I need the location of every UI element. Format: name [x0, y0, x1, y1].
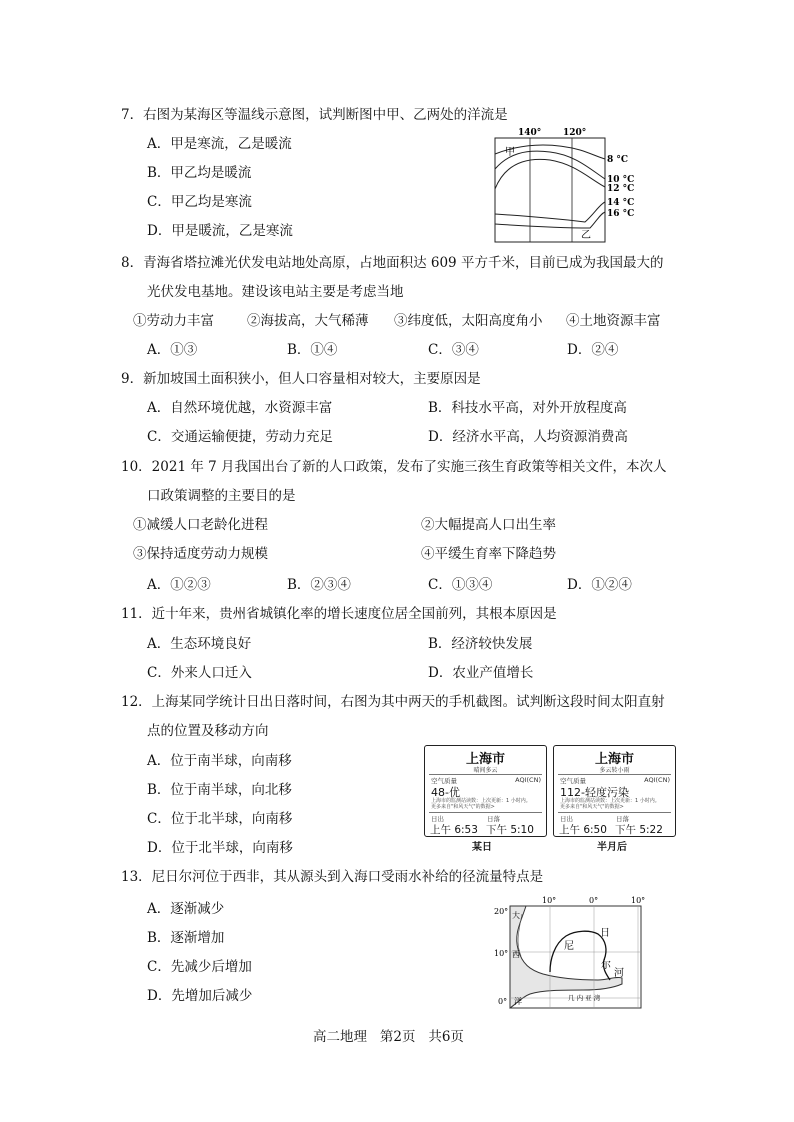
q8-option-b: B．①④ [287, 342, 338, 358]
lon-label-0: 0° [589, 896, 599, 905]
card-weather: 多云转小雨 [599, 767, 630, 774]
q12-option-b: B．位于南半球，向北移 [147, 782, 292, 798]
q10-stem-line1: 10．2021 年 7 月我国出台了新的人口政策，发布了实施三孩生育政策等相关文件，本次人 [121, 459, 667, 475]
river-char-3: 尔 [601, 960, 611, 971]
card-sunset: 下午 5:10 [486, 824, 534, 836]
temp-16: 16 °C [607, 209, 635, 219]
card-sunrise-label: 日出 [431, 815, 444, 823]
ocean-char-1: 大 [512, 911, 520, 920]
card-sunrise-label: 日出 [560, 815, 573, 823]
q7-stem: 7．右图为某海区等温线示意图，试判断图中甲、乙两处的洋流是 [121, 107, 508, 123]
q11-option-c: C．外来人口迁入 [147, 665, 252, 681]
q13-option-d: D．先增加后减少 [147, 988, 253, 1004]
lon-label-120: 120° [563, 128, 587, 138]
ocean-char-3: 洋 [514, 997, 522, 1006]
river-char-4: 河 [614, 968, 624, 979]
q10-option-a: A．①②③ [147, 577, 211, 593]
card-aqi-label: AQI(CN) [515, 776, 541, 784]
q10-stem-line2: 口政策调整的主要目的是 [147, 488, 296, 504]
card-city: 上海市 [465, 752, 505, 767]
q9-option-a: A．自然环境优越，水资源丰富 [147, 400, 333, 416]
q12-option-a: A．位于南半球，向南移 [147, 753, 292, 769]
q8-option-c: C．③④ [428, 342, 479, 358]
q10-option-c: C．①③④ [428, 577, 493, 593]
q7-option-d: D．甲是暖流，乙是寒流 [147, 223, 293, 239]
card-aq-label: 空气质量 [431, 777, 457, 785]
q12-stem-line2: 点的位置及移动方向 [147, 723, 269, 739]
river-char-1: 尼 [564, 941, 574, 952]
card-note1: 上海市的监测站读数：上次更新：1 小时内。 [560, 798, 660, 804]
q8-stem-line2: 光伏发电基地。建设该电站主要是考虑当地 [147, 284, 404, 300]
q8-statement-4: ④土地资源丰富 [566, 313, 661, 329]
q9-option-b: B．科技水平高，对外开放程度高 [428, 400, 627, 416]
card-aq-value: 48-优 [431, 786, 460, 799]
weather-card-day2 [553, 745, 676, 837]
lon-label-140: 140° [518, 128, 542, 138]
card-sunset-label: 日落 [487, 815, 500, 823]
point-jia: 甲 [505, 147, 515, 158]
q12-stem-line1: 12．上海某同学统计日出日落时间，右图为其中两天的手机截图。试判断这段时间太阳直射 [121, 694, 665, 710]
card-aq-value: 112-轻度污染 [560, 786, 629, 799]
q9-option-d: D．经济水平高，人均资源消费高 [428, 429, 628, 445]
card-note2: 更多来自"和风天气"的数据> [431, 804, 495, 810]
card-note2: 更多来自"和风天气"的数据> [560, 804, 624, 810]
q11-option-a: A．生态环境良好 [147, 636, 252, 652]
q12-option-c: C．位于北半球，向南移 [147, 811, 293, 827]
lat-label-10: 10° [494, 949, 509, 958]
q10-statement-4: ④平缓生育率下降趋势 [421, 546, 556, 562]
gulf-label: 几 内 亚 湾 [568, 994, 601, 1002]
q11-stem: 11．近十年来，贵州省城镇化率的增长速度位居全国前列，其根本原因是 [121, 606, 557, 622]
ocean-char-2: 西 [512, 950, 520, 959]
temp-14: 14 °C [607, 198, 635, 208]
q10-option-d: D．①②④ [567, 577, 632, 593]
q11-option-d: D．农业产值增长 [428, 665, 534, 681]
card-sunrise: 上午 6:50 [559, 824, 607, 836]
q8-option-a: A．①③ [147, 342, 198, 358]
q8-option-d: D．②④ [567, 342, 619, 358]
niger-river-map [488, 894, 648, 1012]
q13-stem: 13．尼日尔河位于西非，其从源头到入海口受雨水补给的径流量特点是 [121, 869, 544, 885]
q8-statement-2: ②海拔高，大气稀薄 [247, 313, 369, 329]
temp-10: 10 °C [607, 175, 635, 185]
card-sunset-label: 日落 [616, 815, 629, 823]
lat-label-0: 0° [498, 997, 508, 1006]
q8-statement-3: ③纬度低，太阳高度角小 [394, 313, 543, 329]
card-aqi-label: AQI(CN) [644, 776, 670, 784]
q7-option-b: B．甲乙均是暖流 [147, 165, 252, 181]
q11-option-b: B．经济较快发展 [428, 636, 533, 652]
q10-statement-1: ①减缓人口老龄化进程 [133, 517, 268, 533]
q9-option-c: C．交通运输便捷，劳动力充足 [147, 429, 333, 445]
q13-option-b: B．逐渐增加 [147, 930, 225, 946]
q10-statement-3: ③保持适度劳动力规模 [133, 546, 268, 562]
card-city: 上海市 [594, 752, 634, 767]
q12-option-d: D．位于北半球，向南移 [147, 840, 293, 856]
card-note1: 上海市的监测站读数：上次更新：1 小时内。 [431, 798, 531, 804]
q7-option-a: A．甲是寒流，乙是暖流 [147, 136, 292, 152]
lon-label-w10: 10° [542, 896, 557, 905]
q9-stem: 9．新加坡国土面积狭小，但人口容量相对较大，主要原因是 [121, 371, 481, 387]
card-aq-label: 空气质量 [560, 777, 586, 785]
card-sunset: 下午 5:22 [615, 824, 663, 836]
q13-option-a: A．逐渐减少 [147, 901, 225, 917]
q7-option-c: C．甲乙均是寒流 [147, 194, 252, 210]
card-weather: 晴间多云 [473, 767, 498, 774]
q13-option-c: C．先减少后增加 [147, 959, 252, 975]
q8-stem-line1: 8．青海省塔拉滩光伏发电站地处高原，占地面积达 609 平方千米，目前已成为我国最大的 [121, 255, 664, 271]
point-yi: 乙 [581, 230, 591, 241]
temp-8: 8 °C [607, 155, 629, 165]
isotherm-figure [490, 124, 650, 244]
card-caption-day2: 半月后 [597, 842, 627, 853]
card-caption-day1: 某日 [472, 842, 492, 853]
lon-label-e10: 10° [631, 896, 646, 905]
river-char-2: 日 [600, 928, 610, 939]
lat-label-20: 20° [494, 907, 509, 916]
weather-card-day1 [424, 745, 547, 837]
q10-statement-2: ②大幅提高人口出生率 [421, 517, 556, 533]
q8-statement-1: ①劳动力丰富 [133, 313, 214, 329]
temp-12: 12 °C [607, 184, 635, 194]
card-sunrise: 上午 6:53 [430, 824, 478, 836]
page-footer: 高二地理 第2页 共6页 [313, 1029, 464, 1045]
q10-option-b: B．②③④ [287, 577, 351, 593]
